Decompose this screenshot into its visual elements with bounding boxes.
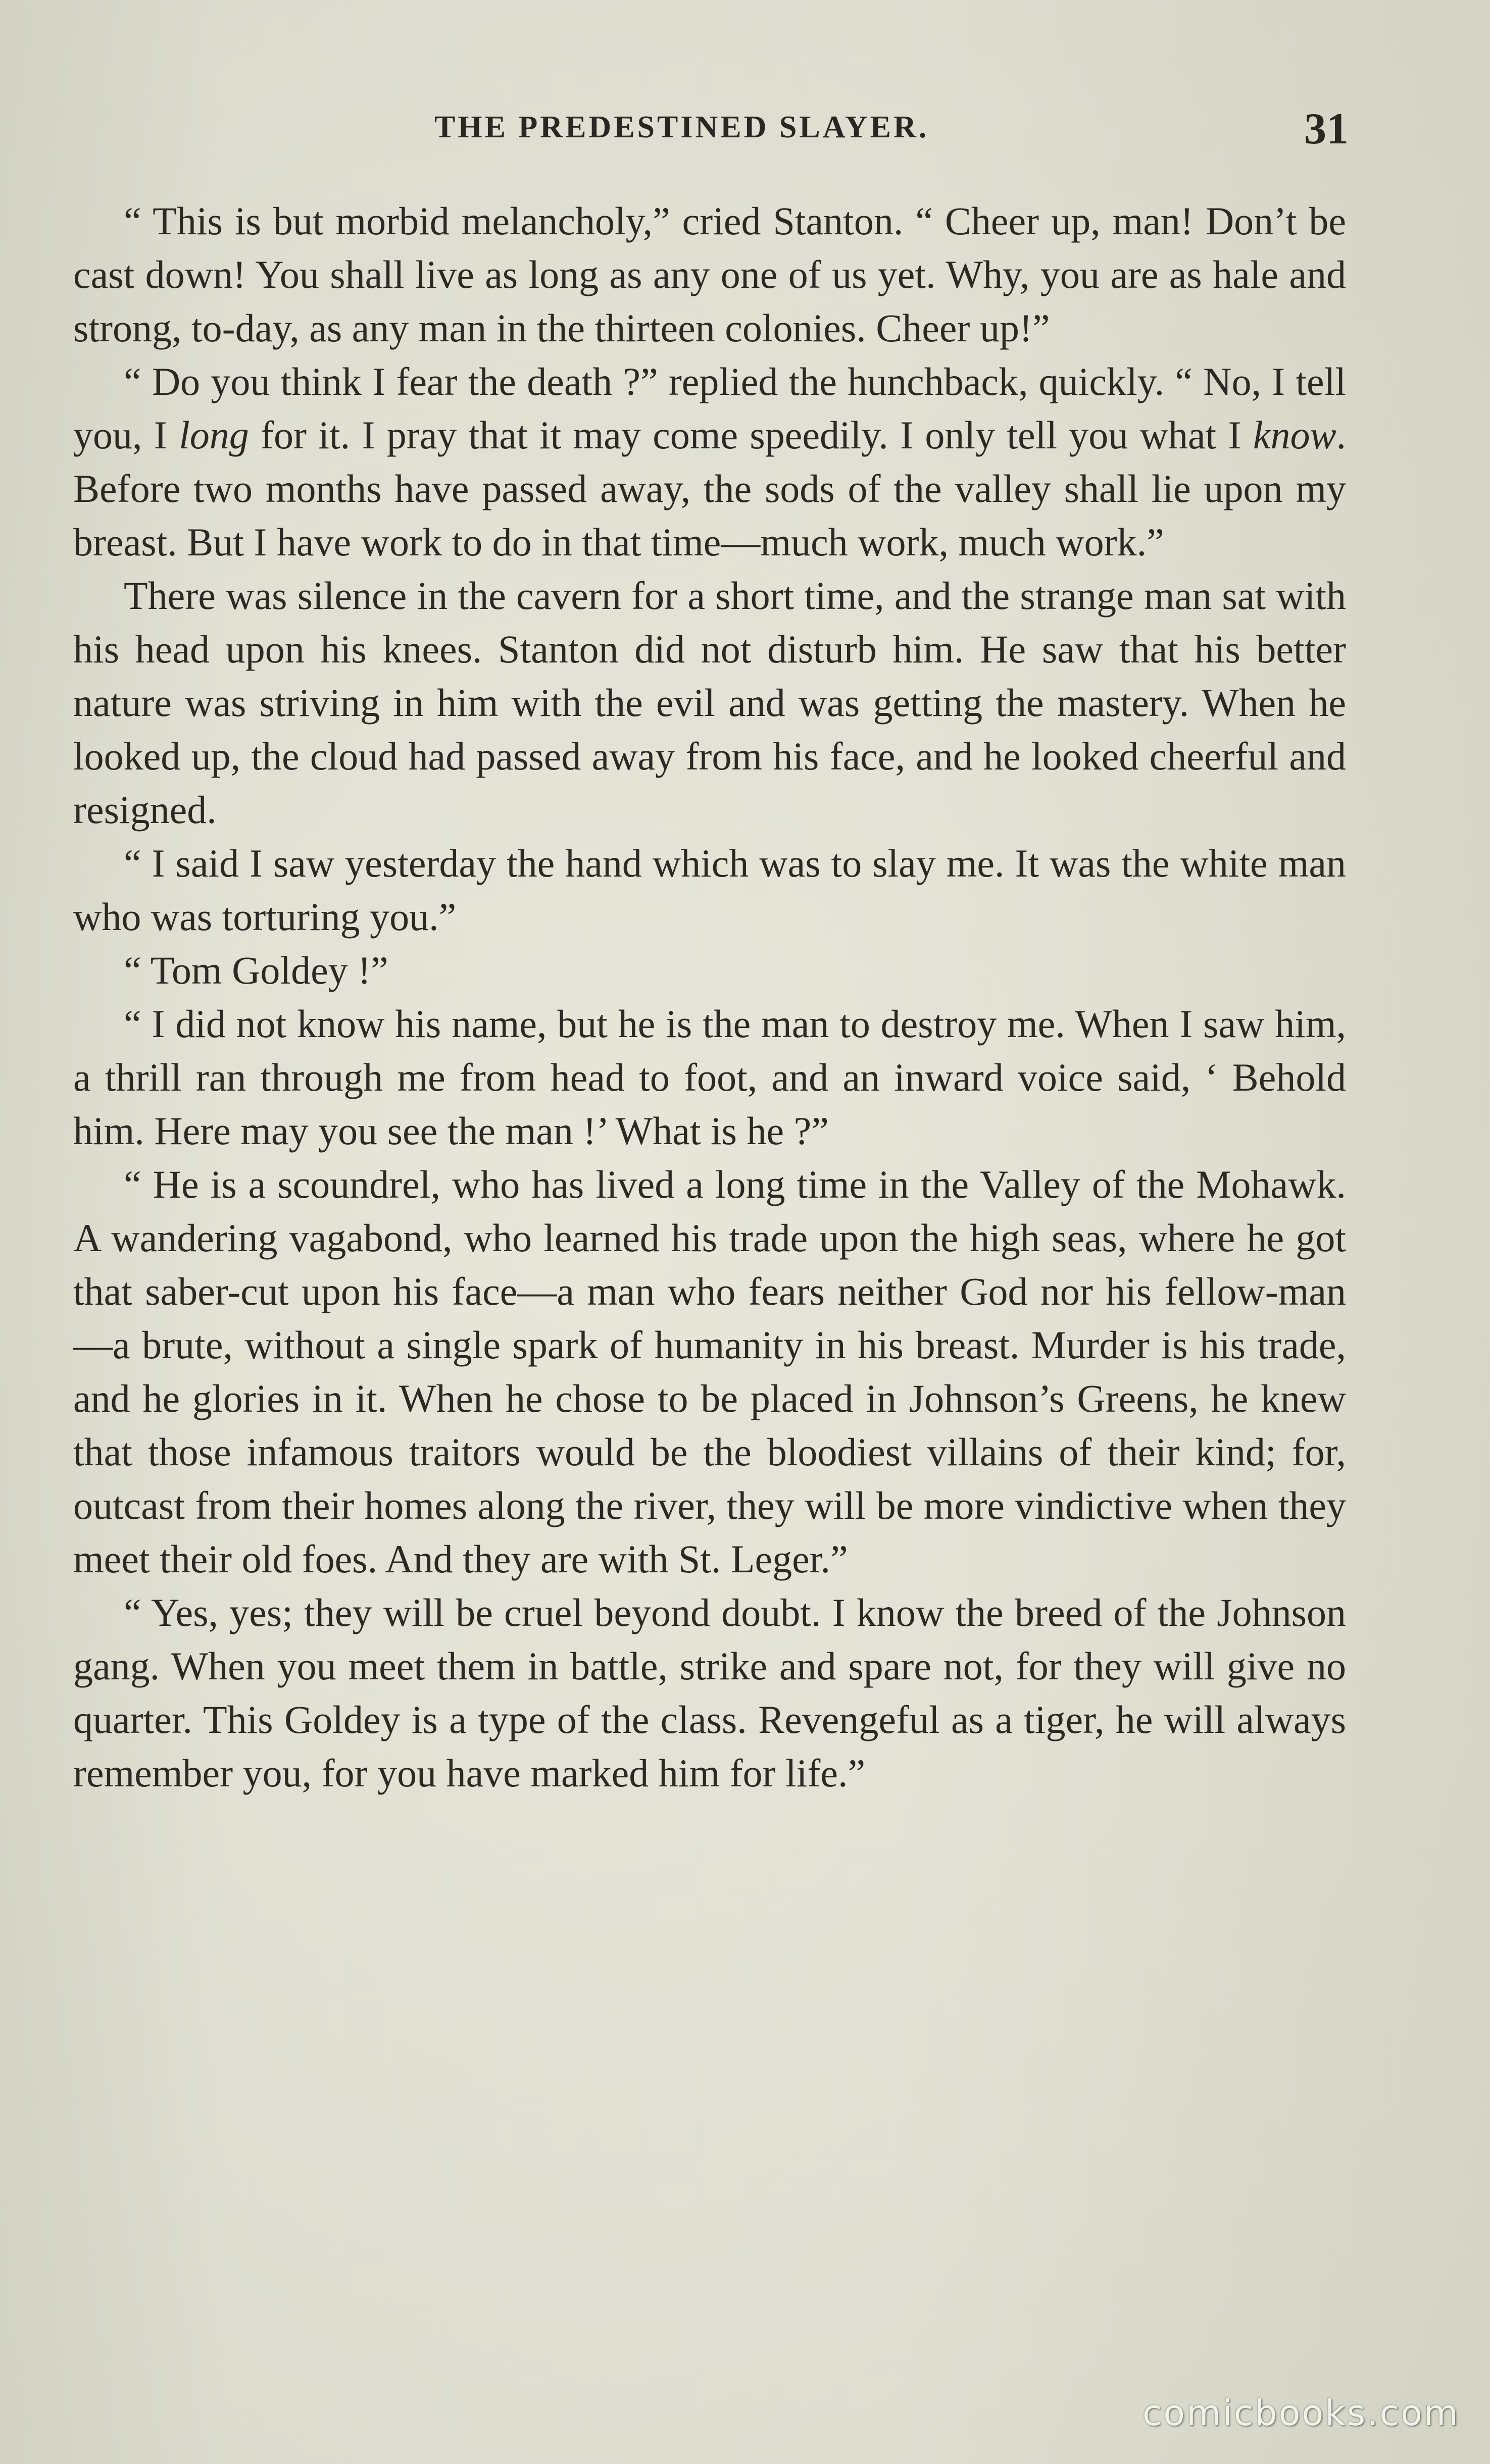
text-segment: “ I said I saw yesterday the hand which was to slay me. It was the white man who was torturing you.” <box>73 841 1346 939</box>
paragraph <box>73 1158 1346 1586</box>
paragraph <box>73 194 1346 355</box>
page-number: 31 <box>1304 105 1349 153</box>
text-segment: “ He is a scoundrel, who has lived a long time in the Valley of the Mohawk. A wandering vagabond, who learned his trade upon the high seas, where he got that saber-cut upon his face—a man who fears neither God nor his fellow-man—a brute, without a single spark of humanity in his breast. Murder is his trade, and he glories in it. When he chose to be placed in Johnson’s Greens, he knew that those infamous traitors would be the bloodiest villains of their kind; for, outcast from their homes along the river, they will be more vindictive when they meet their old foes. And they are with St. Leger.” <box>73 1162 1346 1581</box>
text-segment: “ This is but morbid melancholy,” cried Stanton. “ Cheer up, man! Don’t be cast down! You shall live as long as any one of us yet. Why, you are as hale and strong, to-day, as any man in the thirteen colonies. Cheer up!” <box>73 199 1346 350</box>
paragraph <box>73 837 1346 944</box>
text-segment: “ I did not know his name, but he is the man to destroy me. When I saw him, a thrill ran through me from head to foot, and an inward voice said, ‘ Behold him. Here may you see the man !’ What is he ?” <box>73 1002 1346 1153</box>
text-segment: for it. I pray that it may come speedily. I only tell you what I <box>249 413 1253 457</box>
paragraph <box>73 1586 1346 1800</box>
paragraph <box>73 997 1346 1158</box>
text-segment: There was silence in the cavern for a short time, and the strange man sat with his head upon his knees. Stanton did not disturb him. He saw that his better nature was striving in him with the evil and was getting the mastery. When he looked up, the cloud had passed away from his face, and he looked cheerful and resigned. <box>73 574 1346 832</box>
watermark: comicbooks.com <box>1142 2392 1460 2434</box>
italic-word: know <box>1253 413 1336 457</box>
text-segment: “ Yes, yes; they will be cruel beyond doubt. I know the breed of the Johnson gang. When you meet them in battle, strike and spare not, for they will give no quarter. This Goldey is a type of the class. Revengeful as a tiger, he will always remember you, for you have marked him for life.” <box>73 1590 1346 1795</box>
text-segment: . Before two months have passed away, the sods of the valley shall lie upon my breast. But I have work to do in that time—much work, much work.” <box>73 413 1346 564</box>
body-text <box>73 194 1346 1800</box>
text-segment: “ Do you think I fear the death ?” replied the hunchback, quickly. “ No, I tell you, I <box>73 360 1346 457</box>
running-head: THE PREDESTINED SLAYER. <box>434 110 929 144</box>
italic-word: long <box>179 413 249 457</box>
paragraph <box>73 355 1346 569</box>
text-segment: “ Tom Goldey !” <box>124 948 388 992</box>
page-header <box>76 104 1349 154</box>
paragraph <box>73 944 1346 997</box>
paragraph <box>73 569 1346 837</box>
